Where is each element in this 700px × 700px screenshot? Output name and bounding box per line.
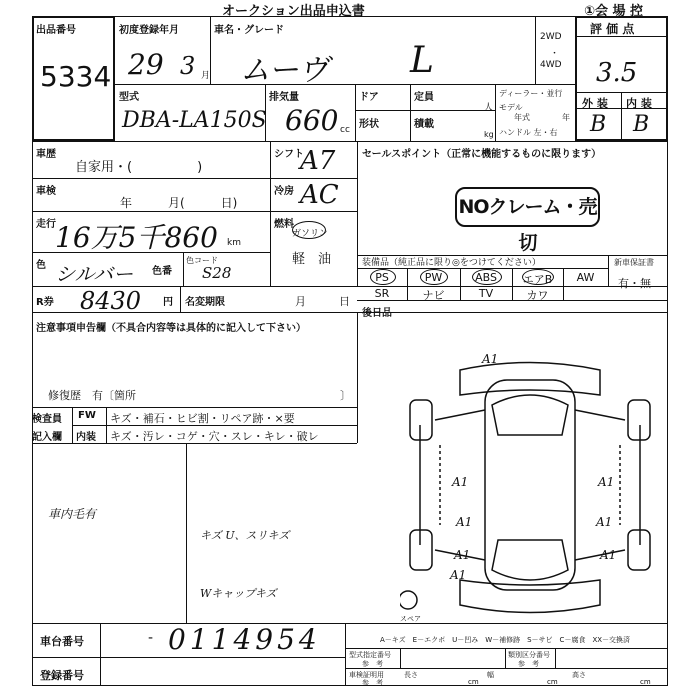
- name-change-value: 月 日: [295, 295, 350, 308]
- fuel-label: 燃料: [274, 219, 294, 230]
- note-cap: Wキャップキズ: [200, 587, 277, 600]
- equip-ps: PS: [375, 271, 389, 284]
- notes-label: 注意事項申告欄（不具合内容等は具体的に記入して下さい）: [36, 323, 306, 334]
- divider: [410, 84, 411, 141]
- certificate-reference: 参 考: [362, 679, 383, 687]
- rating-value: 3.5: [596, 58, 638, 88]
- repair-close: 〕: [340, 389, 351, 402]
- abs-circle-mark: [472, 269, 502, 285]
- divider: [577, 36, 667, 37]
- height-unit: cm: [640, 678, 651, 686]
- damage-mark: A1: [454, 548, 471, 562]
- divider: [180, 286, 181, 312]
- divider: [32, 141, 668, 142]
- color-no-label: 色番: [152, 266, 172, 277]
- first-reg-month: 3: [180, 52, 196, 80]
- divider: [32, 657, 345, 658]
- note-interior: 車内毛有: [48, 507, 97, 521]
- model-label: 型式: [119, 92, 139, 103]
- mileage-unit: km: [227, 238, 241, 248]
- damage-mark: A1: [598, 475, 615, 489]
- equip-navi: ナビ: [422, 289, 445, 302]
- wheel-front-right: [628, 400, 650, 440]
- copy-label: ①会 場 控: [584, 4, 644, 19]
- divider: [505, 648, 506, 668]
- equip-tv: TV: [478, 287, 494, 300]
- divider: [32, 211, 357, 212]
- divider: [186, 443, 187, 623]
- divider: [357, 312, 358, 407]
- weight-unit: kg: [484, 130, 494, 139]
- airbag-circle-mark: [522, 269, 554, 285]
- divider: [345, 648, 668, 649]
- damage-mark: A1: [450, 568, 467, 582]
- length-label: 長さ: [404, 671, 418, 679]
- car-name: ムーヴ: [240, 53, 329, 88]
- inspector-label: 検査員: [32, 414, 62, 425]
- color-label: 色: [36, 260, 46, 271]
- divider: [400, 648, 401, 668]
- pw-circle-mark: [420, 269, 448, 285]
- form-title: オークション出品申込書: [222, 4, 365, 19]
- first-reg-label: 初度登録年月: [119, 25, 179, 36]
- interior-short-label: 内装: [76, 432, 96, 443]
- damage-mark: A1: [596, 515, 613, 529]
- divider: [555, 648, 556, 668]
- shift-value: A7: [300, 146, 336, 176]
- wheel-rear-left: [410, 530, 432, 570]
- damage-mark: A1: [600, 548, 617, 562]
- drive-2wd: 2WD: [540, 32, 562, 42]
- usage-value: 自家用・( ): [75, 160, 203, 175]
- divider: [577, 92, 667, 93]
- equip-abs: ABS: [475, 271, 497, 284]
- year-unit: 年: [562, 113, 570, 122]
- divider: [608, 255, 609, 286]
- fuel-diesel: 軽 油: [292, 252, 332, 267]
- color-code: S28: [202, 264, 232, 282]
- fw-label: FW: [78, 410, 96, 421]
- mileage-label: 走行: [36, 219, 56, 230]
- divider: [345, 623, 346, 686]
- displacement-label: 排気量: [269, 92, 299, 103]
- divider: [355, 84, 356, 141]
- dealer-label: ディーラー・並行: [499, 89, 563, 98]
- color-code-label: 色コード: [186, 256, 218, 265]
- divider: [32, 623, 668, 624]
- month-unit: 月: [201, 71, 211, 81]
- inspection-label: 車検: [36, 186, 56, 197]
- sales-point-label: セールスポイント（正常に機能するものに限ります）: [362, 149, 602, 160]
- no-claim-badge: NOクレーム・売切: [455, 187, 600, 227]
- drive-4wd: 4WD: [540, 60, 562, 70]
- divider: [183, 252, 184, 286]
- capacity-label: 定員: [414, 92, 434, 103]
- car-roof-outline: [485, 380, 575, 590]
- yen-unit: 円: [163, 297, 173, 308]
- fuel-gasoline: ガソリン: [292, 229, 329, 239]
- divider: [210, 16, 211, 84]
- ps-circle-mark: [370, 269, 396, 285]
- shift-label: シフト: [274, 149, 304, 160]
- width-label: 幅: [487, 671, 494, 679]
- displacement-unit: cc: [340, 125, 350, 135]
- rating-label: 評 価 点: [590, 22, 635, 36]
- front-bumper: [460, 363, 600, 396]
- first-reg-year: 29: [128, 48, 164, 81]
- recycle-label: R券: [36, 297, 54, 308]
- equip-airbag: エアB: [522, 273, 553, 286]
- car-name-label: 車名・グレード: [214, 25, 284, 36]
- exterior-grade: B: [590, 112, 607, 137]
- divider: [32, 178, 357, 179]
- divider: [357, 407, 358, 443]
- damage-mark: A1: [482, 352, 499, 366]
- record-label: 記入欄: [32, 432, 62, 443]
- weight-label: 積載: [414, 119, 434, 130]
- model-value: DBA-LA150S: [122, 108, 267, 133]
- wheel-rear-right: [628, 530, 650, 570]
- car-damage-diagram: [400, 350, 660, 620]
- after-items-label: 後日品: [362, 308, 392, 319]
- type-approval-reference: 参 考: [362, 660, 383, 668]
- displacement-value: 660: [285, 104, 339, 137]
- warranty-label: 新車保証書: [614, 258, 654, 267]
- handle-label: ハンドル 左・右: [499, 128, 558, 137]
- divider: [535, 16, 536, 84]
- divider: [100, 623, 101, 686]
- windshield: [492, 395, 568, 435]
- divider: [357, 141, 358, 286]
- grade: L: [410, 40, 434, 81]
- damage-mark: A1: [452, 475, 469, 489]
- divider: [357, 300, 668, 301]
- rear-bumper: [460, 580, 600, 613]
- length-unit: cm: [468, 678, 479, 686]
- certificate-label: 車検証明用: [349, 671, 384, 679]
- year-label: 年式: [514, 113, 530, 122]
- lot-number-label: 出品番号: [36, 25, 76, 36]
- registration-label: 登録番号: [40, 669, 84, 682]
- divider: [270, 141, 271, 286]
- equip-leather: カワ: [526, 289, 549, 302]
- equip-sr: SR: [374, 287, 390, 300]
- chassis-prefix: -: [148, 630, 154, 646]
- wheel-front-left: [410, 400, 432, 440]
- category-reference: 参 考: [518, 660, 539, 668]
- warranty-value: 有・無: [618, 277, 651, 290]
- chassis-number: 0114954: [168, 623, 321, 656]
- repair-label: 修復歴 有〔箇所: [48, 389, 136, 402]
- divider: [495, 84, 496, 141]
- damage-legend: A－キズ E－エクボ U－凹み W－補修跡 S－サビ C－腐食 XX－交換済: [380, 636, 631, 644]
- damage-mark: A1: [456, 515, 473, 529]
- interior-items: キズ・汚レ・コゲ・穴・スレ・キレ・破レ: [110, 430, 319, 443]
- divider: [355, 110, 495, 111]
- color-value: シルバー: [55, 262, 134, 286]
- lot-number: 5334: [40, 60, 112, 93]
- capacity-unit: 人: [484, 103, 494, 113]
- chassis-label: 車台番号: [40, 635, 84, 648]
- divider: [621, 92, 622, 140]
- exterior-label: 外 装: [582, 97, 608, 110]
- door-label: ドア: [359, 92, 379, 103]
- equip-aw: AW: [576, 271, 595, 284]
- equip-pw: PW: [424, 271, 443, 284]
- usage-label: 車歴: [36, 149, 56, 160]
- drive-dot: ・: [550, 49, 560, 59]
- fw-items: キズ・補石・ヒビ割・リペア跡・×要: [110, 412, 295, 425]
- divider: [577, 108, 667, 109]
- interior-label: 内 装: [626, 97, 652, 110]
- model-year-label: モデル: [499, 103, 523, 112]
- type-approval-label: 型式指定番号: [349, 651, 391, 659]
- mileage-value: 16万5千860: [55, 221, 218, 254]
- name-change-label: 名変期限: [185, 297, 225, 308]
- shape-label: 形状: [359, 119, 379, 130]
- equipment-label: 装備品（純正品に限り◎をつけてください）: [362, 258, 541, 268]
- spare-tire: [400, 591, 417, 609]
- spare-label: スペア: [400, 615, 421, 623]
- category-label: 類別区分番号: [508, 651, 550, 659]
- divider: [345, 668, 668, 669]
- divider: [32, 407, 357, 408]
- ac-value: AC: [300, 180, 339, 210]
- width-unit: cm: [547, 678, 558, 686]
- rear-window: [492, 540, 568, 580]
- interior-grade: B: [633, 112, 650, 137]
- recycle-amount: 8430: [80, 287, 142, 315]
- note-scratch: キズ U、スリキズ: [200, 529, 290, 542]
- ac-label: 冷房: [274, 186, 294, 197]
- height-label: 高さ: [572, 671, 586, 679]
- inspection-value: 年 月( 日): [120, 196, 238, 210]
- divider: [115, 84, 575, 85]
